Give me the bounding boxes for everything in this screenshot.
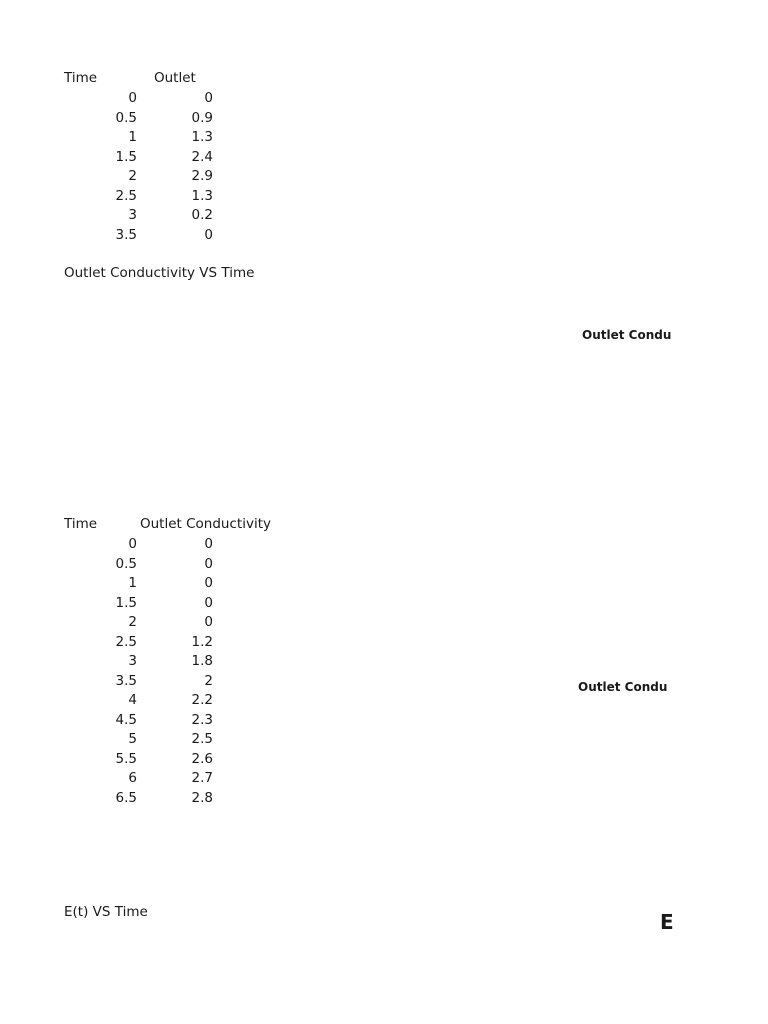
caption-outlet-conductivity-vs-time: Outlet Conductivity VS Time	[64, 265, 255, 281]
time-cell: 6.5	[115, 789, 137, 806]
time-cell: 0.5	[115, 555, 137, 572]
time-cell: 0	[128, 536, 137, 552]
time-cell: 6	[128, 770, 137, 786]
value-cell: 2.8	[191, 789, 213, 806]
value-cell: 0	[204, 226, 213, 243]
chart3-title: E	[660, 910, 674, 934]
time-cell: 3	[128, 653, 137, 669]
time-cell: 4	[128, 692, 137, 708]
time-cell: 1.5	[115, 594, 137, 611]
value-cell: 0	[204, 90, 213, 106]
value-cell: 2.3	[191, 711, 213, 728]
value-cell: 1.3	[191, 187, 213, 204]
value-cell: 2.7	[191, 770, 213, 786]
value-cell: 2.6	[191, 750, 213, 767]
value-cell: 2.5	[191, 731, 213, 747]
caption-et-vs-time: E(t) VS Time	[64, 904, 148, 920]
value-cell: 1.2	[191, 633, 213, 650]
time-cell: 2.5	[115, 633, 137, 650]
time-cell: 5	[128, 731, 137, 747]
chart1-title: Outlet Condu	[582, 328, 672, 342]
time-cell: 3.5	[115, 226, 137, 243]
value-cell: 0	[204, 575, 213, 591]
time-cell: 2	[128, 168, 137, 184]
time-cell: 2	[128, 614, 137, 630]
value-cell: 0.2	[191, 207, 213, 223]
time-cell: 2.5	[115, 187, 137, 204]
value-cell: 0	[204, 594, 213, 611]
time-cell: 1.5	[115, 148, 137, 165]
value-cell: 1.8	[191, 653, 213, 669]
value-cell: 2.2	[191, 692, 213, 708]
value-cell: 0	[204, 614, 213, 630]
table2-header-time: Time	[64, 516, 98, 532]
value-cell: 2.9	[191, 168, 213, 184]
value-cell: 0	[204, 536, 213, 552]
time-cell: 0.5	[115, 109, 137, 126]
value-cell: 1.3	[191, 129, 213, 145]
time-cell: 3	[128, 207, 137, 223]
time-cell: 5.5	[115, 750, 137, 767]
time-cell: 3.5	[115, 672, 137, 689]
value-cell: 0.9	[191, 109, 213, 126]
time-cell: 1	[128, 575, 137, 591]
time-cell: 0	[128, 90, 137, 106]
time-cell: 1	[128, 129, 137, 145]
table1-header-outlet: Outlet	[154, 70, 196, 86]
value-cell: 2	[204, 672, 213, 689]
value-cell: 2.4	[191, 148, 213, 165]
value-cell: 0	[204, 555, 213, 572]
chart2-title: Outlet Condu	[578, 680, 668, 694]
table2-header-outlet-conductivity: Outlet Conductivity	[140, 516, 271, 532]
table1-header-time: Time	[64, 70, 98, 86]
time-cell: 4.5	[115, 711, 137, 728]
